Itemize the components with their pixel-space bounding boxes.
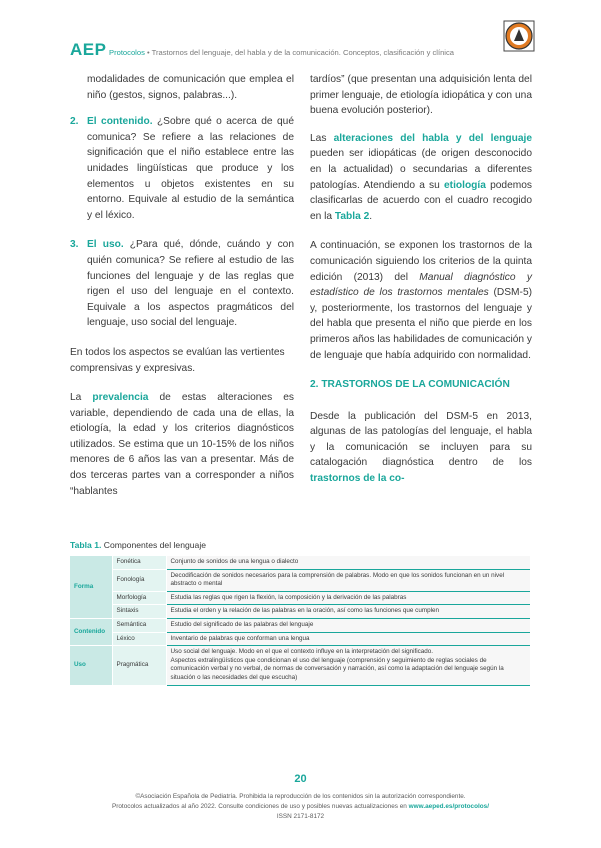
alt-pre: Las bbox=[310, 132, 334, 144]
page-header bbox=[70, 40, 530, 64]
item-body: ¿Sobre qué o acerca de qué comunica? Se refiere a las relaciones de significación que el niño establece entre las unidades lingüísticas que produce y los elementos u objetos existentes en su entorno. Equivale al estudio de la semántica y el léxico. bbox=[87, 116, 294, 221]
component-semantica: Semántica bbox=[112, 618, 166, 632]
component-semantica-desc: Estudio del significado de las palabras del lenguaje bbox=[166, 618, 530, 632]
intro-paragraph: modalidades de comunicación que emplea el niño (gestos, signos, palabras...). bbox=[87, 74, 294, 101]
header-protocol: Protocolos bbox=[109, 48, 145, 57]
table-caption bbox=[70, 540, 206, 550]
pragmatica-desc-line1: Uso social del lenguaje. Modo en el que el contexto influye en la interpretación del significado. bbox=[170, 648, 434, 656]
table-row bbox=[70, 591, 530, 605]
issn-line: ISSN 2171-8172 bbox=[276, 813, 325, 820]
aep-logo-text: AEP bbox=[70, 40, 107, 59]
continuation-paragraph: tardíos” (que presentan una adquisición lenta del primer lenguaje, de etiología idiopática y con una buena evolución posterior). bbox=[310, 74, 532, 117]
component-fonologia-desc: Decodificación de sonidos necesarios para la comprensión de palabras. Modo en que los sonidos funcionan en un nivel abstracto o mental bbox=[166, 569, 530, 591]
dsm-pre: A continuación, se exponen los trastornos de la comunicación siguiendo los criterios de la quinta edición (2013) del bbox=[310, 240, 532, 283]
table-row bbox=[70, 618, 530, 632]
item-body: ¿Para qué, dónde, cuándo y con quién comunica? Se refiere al estudio de las funciones del lenguaje y de las reglas que rigen el uso del lenguaje en el contexto. Equivale a los aspectos pragmáticos del lenguaje, uso social del lenguaje. bbox=[87, 239, 295, 329]
table-row bbox=[70, 556, 530, 569]
alt-end: . bbox=[369, 210, 373, 222]
pragmatica-desc-line2: Aspectos extralingüísticos que condicionan el uso del lenguaje (comprensión y seguimiento de reglas sociales de comunicación verbal y no verbal, de normas de conversación y narración, así como la adaptación del lenguaje según la situación o las necesidades del que escucha) bbox=[170, 656, 504, 681]
etiologia-term: etiología bbox=[444, 179, 486, 191]
component-fonetica-desc: Conjunto de sonidos de una lengua o dialecto bbox=[166, 556, 530, 569]
alteraciones-term: alteraciones del habla y del lenguaje bbox=[333, 132, 532, 144]
component-lexico-desc: Inventario de palabras que conforman una lengua bbox=[166, 632, 530, 646]
aep-emblem-icon bbox=[503, 20, 535, 52]
table-caption-label: Tabla 1. bbox=[70, 540, 102, 550]
dsm-post: (DSM-5) y, posteriormente, los trastornos del lenguaje y del habla que presenta el niño que pierde en los primeros años las habilidades de comunicación y de lenguaje que había adquirido con normalidad. bbox=[310, 287, 532, 361]
table-caption-text: Componentes del lenguaje bbox=[101, 540, 207, 550]
vertientes-paragraph: En todos los aspectos se evalúan las vertientes comprensivas y expresivas. bbox=[70, 346, 285, 374]
prev-pre: La bbox=[70, 392, 93, 404]
component-sintaxis-desc: Estudia el orden y la relación de las palabras en la oración, así como las funciones que cumplen bbox=[166, 605, 530, 619]
component-lexico: Léxico bbox=[112, 632, 166, 646]
table-row bbox=[70, 646, 530, 685]
item-number: 2. bbox=[70, 116, 79, 128]
page-footer bbox=[0, 792, 601, 822]
item-term: El contenido. bbox=[87, 116, 153, 128]
component-fonetica: Fonética bbox=[112, 556, 166, 569]
protocols-link[interactable]: www.aeped.es/protocolos/ bbox=[408, 803, 490, 810]
table-row bbox=[70, 569, 530, 591]
item-term: El uso. bbox=[87, 239, 124, 251]
alt-mid2: podemos clasificarlas de acuerdo con el cuadro recogido en la bbox=[310, 179, 533, 222]
item-text bbox=[87, 114, 294, 223]
dsm-paragraph bbox=[310, 238, 532, 363]
list-item-uso bbox=[70, 237, 294, 331]
update-line bbox=[0, 802, 601, 812]
sec-pre: Desde la publicación del DSM-5 en 2013, algunas de las patologías del lenguaje, el habla y la comunicación se incluyen para su catalogación diagnóstica dentro de los bbox=[310, 410, 532, 469]
tabla-2-link[interactable]: Tabla 2 bbox=[334, 210, 370, 222]
header-bullet: • bbox=[144, 48, 152, 57]
item-number: 3. bbox=[70, 239, 79, 251]
dsm-manual-title: Manual diagnóstico y estadístico de los trastornos mentales bbox=[310, 271, 532, 299]
copyright-line: ©Asociación Española de Pediatría. Prohibida la reproducción de los contenidos sin la autorización correspondiente. bbox=[135, 793, 466, 800]
left-column bbox=[70, 72, 294, 510]
category-uso: Uso bbox=[70, 646, 112, 685]
category-contenido: Contenido bbox=[70, 618, 112, 645]
prev-body: de estas alteraciones es variable, dependiendo de cada una de ellas, la etiología, la edad y los criterios diagnósticos utilizados. Se estima que un 10-15% de los niños menores de 6 años las van a presentar. Más de dos terceras partes van a corresponder a niños “hablantes bbox=[70, 392, 294, 497]
component-sintaxis: Sintaxis bbox=[112, 605, 166, 619]
header-title: Trastornos del lenguaje, del habla y de la comunicación. Conceptos, clasificación y clínica bbox=[151, 48, 455, 57]
right-column bbox=[310, 72, 532, 498]
trastornos-term: trastornos de la co- bbox=[310, 473, 405, 485]
component-fonologia: Fonología bbox=[112, 569, 166, 591]
header-subtitle bbox=[109, 48, 454, 57]
table-row bbox=[70, 605, 530, 619]
section-paragraph bbox=[310, 409, 532, 487]
component-morfologia: Morfología bbox=[112, 591, 166, 605]
item-text bbox=[87, 237, 294, 331]
table-row bbox=[70, 632, 530, 646]
component-morfologia-desc: Estudia las reglas que rigen la flexión, la composición y la derivación de las palabras bbox=[166, 591, 530, 605]
component-pragmatica: Pragmática bbox=[112, 646, 166, 685]
prevalencia-term: prevalencia bbox=[92, 392, 149, 404]
prevalencia-paragraph bbox=[70, 390, 294, 499]
component-pragmatica-desc bbox=[166, 646, 530, 685]
language-components-table bbox=[70, 556, 530, 686]
page-number: 20 bbox=[294, 773, 307, 785]
section-heading: 2. TRASTORNOS DE LA COMUNICACIÓN bbox=[310, 379, 510, 391]
update-text: Protocolos actualizados al año 2022. Consulte condiciones de uso y posibles nuevas actualizaciones en bbox=[111, 803, 409, 810]
alteraciones-paragraph bbox=[310, 131, 532, 225]
alt-mid: pueden ser idiopáticas (de origen desconocido en la actualidad) o secundarias a diferentes patologías. Atendiendo a su bbox=[310, 148, 532, 191]
list-item-contenido bbox=[70, 114, 294, 223]
category-forma: Forma bbox=[70, 556, 112, 618]
